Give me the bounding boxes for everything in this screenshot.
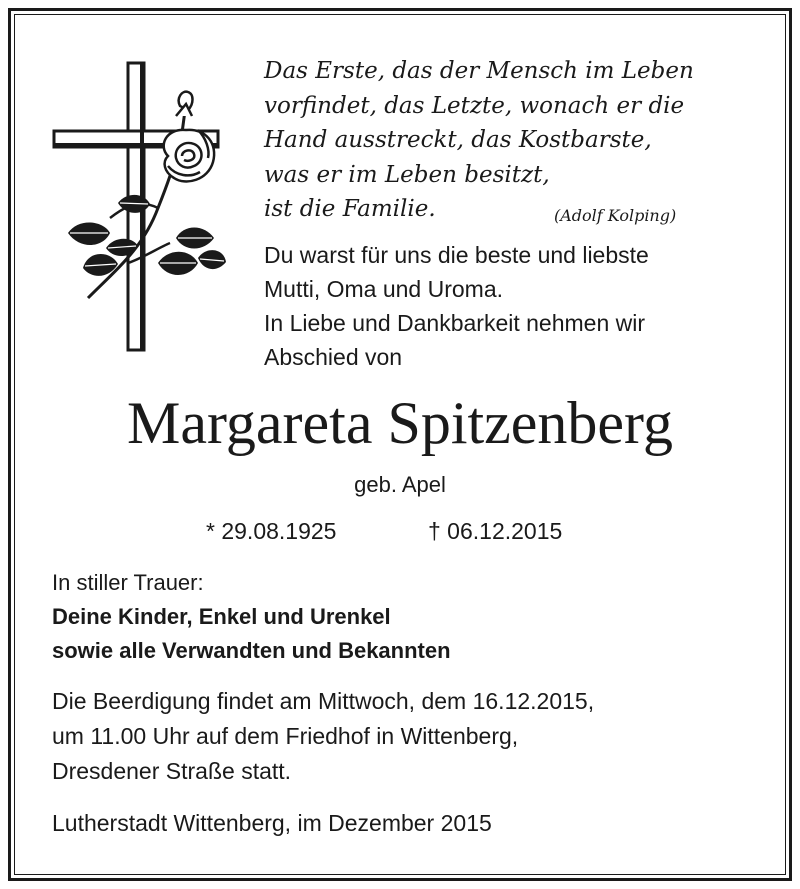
mourners-family: Deine Kinder, Enkel und Urenkel (52, 604, 391, 629)
intro-line: In Liebe und Dankbarkeit nehmen wir (264, 310, 646, 336)
funeral-line: Dresdener Straße statt. (52, 758, 292, 784)
funeral-line: Die Beerdigung findet am Mittwoch, dem 16.12.2015, (52, 688, 595, 714)
funeral-info (52, 684, 772, 789)
place-and-date: Lutherstadt Wittenberg, im Dezember 2015 (52, 810, 492, 836)
intro-line: Du warst für uns die beste und liebste (264, 242, 649, 268)
quote-line: vorfindet, das Letzte, wonach er die (264, 92, 685, 119)
quote-line: Das Erste, das der Mensch im Leben (264, 58, 694, 84)
mourners-block (52, 566, 752, 668)
quote-author: (Adolf Kolping) (554, 206, 677, 225)
quote-line: Hand ausstreckt, das Kostbarste, (264, 127, 652, 153)
intro-line: Mutti, Oma und Uroma. (264, 276, 504, 302)
cross-with-rose-icon (48, 58, 228, 356)
intro-text (264, 238, 764, 374)
mourners-relatives: sowie alle Verwandten und Bekannten (52, 638, 451, 663)
deceased-name: Margareta Spitzenberg (127, 390, 673, 456)
quote-block (264, 54, 764, 227)
mourners-intro: In stiller Trauer: (52, 570, 204, 595)
birth-date: * 29.08.1925 (206, 518, 337, 544)
maiden-name: geb. Apel (354, 472, 446, 497)
quote-line: was er im Leben besitzt, (264, 161, 550, 188)
funeral-line: um 11.00 Uhr auf dem Friedhof in Wittenberg, (52, 723, 519, 749)
death-date: † 06.12.2015 (428, 518, 563, 544)
quote-line: ist die Familie. (264, 196, 436, 222)
intro-line: Abschied von (264, 344, 403, 370)
